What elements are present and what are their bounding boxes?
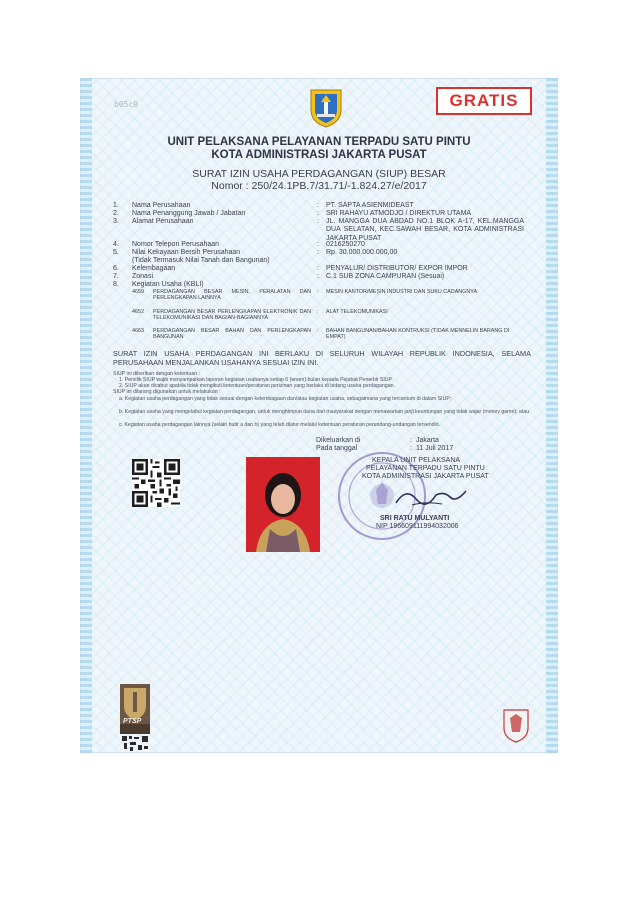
field-label: Kegiatan Usaha (KBLI) <box>132 281 204 288</box>
field-number: 4. <box>113 241 119 248</box>
validity-statement: SURAT IZIN USAHA PERDAGANGAN INI BERLAKU DI SELURUH WILAYAH REPUBLIK INDONESIA, SELAMA PERUSAHAAN MENJALANKAN USAHANYA SESUAI IZIN INI. <box>113 349 531 367</box>
issued-place: Jakarta <box>416 437 439 444</box>
field-number: 6. <box>113 265 119 272</box>
signature-icon <box>392 483 472 511</box>
issued-date-label: Pada tanggal <box>316 445 358 452</box>
field-label: Nama Penanggung Jawab / Jabatan <box>132 210 246 217</box>
kbli-code: 4663 <box>132 328 144 334</box>
kbli-description: PERDAGANGAN BESAR MESIN, PERALATAN DAN PERLENGKAPAN LAINNYA <box>153 289 311 302</box>
kbli-description: PERDAGANGAN BESAR BAHAN DAN PERLENGKAPAN BANGUNAN <box>153 328 311 341</box>
field-label: Nilai Kekayaan Bersih Perusahaan <box>132 249 241 256</box>
field-label: Nama Perusahaan <box>132 202 191 209</box>
note-item: 1. Pemilik SIUP wajib menyampaikan laporan kegiatan usahanya setiap 6 (enam) bulan kepada Pejabat Penerbit SIUP. <box>119 377 393 383</box>
kbli-product: BAHAN BANGUNAN/BAHAN KONTRUKSI (TIDAK MENNELIN BARANG DI EMPAT) <box>326 328 510 341</box>
field-value: C.1 SUB ZONA CAMPURAN (Sesuai) <box>326 273 445 280</box>
note-item: 2. SIUP akan dicabut apabila tidak mengikuti ketentuan/peraturan perizinan yang berlaku di bidang usaha perdagangan. <box>119 383 395 389</box>
field-value: Rp. 30.000.000.000,00 <box>326 249 398 256</box>
kbli-product: MESIN KANTOR/MESIN INDUSTRI DAN SUKU CADANGNYA <box>326 289 478 295</box>
field-number: 2. <box>113 210 119 217</box>
header-line-1: UNIT PELAKSANA PELAYANAN TERPADU SATU PINTU <box>167 136 471 148</box>
field-number: 1. <box>113 202 119 209</box>
kbli-code: 4659 <box>132 289 144 295</box>
issued-date: 11 Juli 2017 <box>416 445 454 452</box>
office-title: PELAYANAN TERPADU SATU PINTU <box>366 465 485 472</box>
field-value: 0216250270 <box>326 241 365 248</box>
field-number: 8. <box>113 281 119 288</box>
notes-intro: SIUP ini diberikan dengan ketentuan : <box>113 371 200 377</box>
kbli-product: ALAT TELEKOMUNIKASI <box>326 309 388 315</box>
signer-name: SRI RATU MULYANTI <box>380 515 450 522</box>
document-number: Nomor : 250/24.1PB.7/31.71/-1.824.27/e/2017 <box>211 180 427 192</box>
field-label: Nomor Telepon Perusahaan <box>132 241 220 248</box>
office-title: KEPALA UNIT PELAKSANA <box>372 457 461 464</box>
field-label: Kelembagaan <box>132 265 176 272</box>
field-number: 5. <box>113 249 119 256</box>
field-value: SRI RAHAYU ATMODJO / DIREKTUR UTAMA <box>326 210 472 217</box>
document-title: SURAT IZIN USAHA PERDAGANGAN (SIUP) BESAR <box>192 168 446 180</box>
field-value: PENYALUR/ DISTRIBUTOR/ EXPOR IMPOR <box>326 265 468 272</box>
kbli-code: 4652 <box>132 309 144 315</box>
siup-document: b05c9 GRATIS UNIT PELAKSANA PELAYANAN TERPADU SATU PINTU KOTA ADMINISTRASI JAKARTA PUSAT SURAT IZIN USAHA PERDAGANGAN (SIUP) BESAR Nomor : 250/24.1PB.7/31.71/-1.824.27/e/2017 1. Nama Perusahaan : PT. SAPTA ASIENMIDEAST 2. Nama Penanggung Jawab / Jabatan : SRI RAHAYU ATMODJO / DIREKTUR UTAMA 3. Alamat Perusahaan : JL. MANGGA DUA ABDAD NO.1 BLOK A-17, KEL.MANGGA DUA SELATAN, KEC.SAWAH BESAR, KOTA ADMINISTRASI JAKARTA PUSAT 4. Nomor Telepon Perusahaan : 0216250270 5. Nilai Kekayaan Bersih Perusahaan (Tidak Termasuk Nilai Tanah dan Bangunan) : Rp. 30.000.000.000,00 6. Kelembagaan : PENYALUR/ DISTRIBUTOR/ EXPOR IMPOR 7. Zonasi : C.1 SUB ZONA CAMPURAN (Sesuai) 8. Kegiatan Usaha (KBLI) 4659 PERDAGANGAN BESAR MESIN, PERALATAN DAN PERLENGKAPAN LAINNYA : MESIN KANTOR/MESIN INDUSTRI DAN SUKU CADANGNYA 4652 PERDAGANGAN BESAR PERLENGKAPAN ELEKTRONIK DAN TELEKOMUNIKASI DAN BAGIAN-BAGIANNYA : ALAT TELEKOMUNIKASI 4663 PERDAGANGAN BESAR BAHAN DAN PERLENGKAPAN BANGUNAN : BAHAN BANGUNAN/BAHAN KONTRUKSI (TIDAK MENNELIN BARANG DI EMPAT) SURAT IZIN USAHA PERDAGANGAN INI BERLAKU DI SELURUH WILAYAH REPUBLIK INDONESIA, SELAMA PERUSAHAAN MENJALANKAN USAHANYA SESUAI IZIN INI. SIUP ini diberikan dengan ketentuan : 1. Pemilik SIUP wajib menyampaikan laporan kegiatan usahanya setiap 6 (enam) bulan kepada Pejabat Penerbit SIUP. 2. SIUP akan dicabut apabila tidak mengikuti ketentuan/peraturan perizinan yang berlaku di bidang usaha perdagangan. SIUP ini dilarang digunakan untuk melakukan : a. Kegiatan usaha perdagangan yang tidak sesuai dengan kelembagaan dan/atau kegiatan usaha, sebagaimana yang tercantum di dalam SIUP; b. Kegiatan usaha yang mengelabui kegiatan perdagangan, untuk menghimpun dana dari masyarakat dengan menawarkan janji keuntungan yang tidak wajar (money game); atau c. Kegiatan usaha perdagangan lainnya (selain butir a dan b) yang telah diatur melalui ketentuan peraturan perundang-undangan tersendiri. Dikeluarkan di : Jakarta Pada tanggal : 11 Juli 2017 KEPALA UNIT PELAKSANA PELAYANAN TERPADU SATU PINTU KOTA ADMINISTRASI JAKARTA PUSAT SRI RATU MULYANTI NIP 196609111994032006 PTSP <box>80 78 558 753</box>
field-value: JL. MANGGA DUA ABDAD NO.1 BLOK A-17, KEL.MANGGA DUA SELATAN, KEC.SAWAH BESAR, KOTA ADMINISTRASI JAKARTA PUSAT <box>326 218 524 242</box>
note-item: a. Kegiatan usaha perdagangan yang tidak sesuai dengan kelembagaan dan/atau kegiatan usaha, sebagaimana yang tercantum di dalam SIUP; <box>119 396 452 402</box>
issued-place-label: Dikeluarkan di <box>316 437 361 444</box>
kbli-description: PERDAGANGAN BESAR PERLENGKAPAN ELEKTRONIK DAN TELEKOMUNIKASI DAN BAGIAN-BAGIANNYA <box>153 309 311 322</box>
field-number: 7. <box>113 273 119 280</box>
gratis-badge: GRATIS <box>436 87 532 115</box>
field-value: PT. SAPTA ASIENMIDEAST <box>326 202 414 209</box>
ptsp-label: PTSP <box>123 718 142 725</box>
qr-code <box>132 459 180 507</box>
notes-intro-2: SIUP ini dilarang digunakan untuk melakukan : <box>113 389 221 395</box>
jakarta-crest-icon <box>308 86 344 128</box>
office-title: KOTA ADMINISTRASI JAKARTA PUSAT <box>362 473 489 480</box>
field-label: Alamat Perusahaan <box>132 218 194 225</box>
field-sublabel: (Tidak Termasuk Nilai Tanah dan Bangunan) <box>132 257 270 264</box>
note-item: b. Kegiatan usaha yang mengelabui kegiatan perdagangan, untuk menghimpun dana dari masyarakat dengan menawarkan janji keuntungan yang tidak wajar (money game); atau <box>119 409 530 415</box>
hologram-seal-icon <box>502 708 530 744</box>
note-item: c. Kegiatan usaha perdagangan lainnya (selain butir a dan b) yang telah diatur melalui ketentuan peraturan perundang-undangan tersendiri. <box>119 422 440 428</box>
document-serial: b05c9 <box>114 100 139 109</box>
signer-nip: NIP 196609111994032006 <box>376 523 459 530</box>
header-line-2: KOTA ADMINISTRASI JAKARTA PUSAT <box>211 149 427 161</box>
holder-photo <box>246 457 320 552</box>
field-label: Zonasi <box>132 273 154 280</box>
field-number: 3. <box>113 218 119 225</box>
